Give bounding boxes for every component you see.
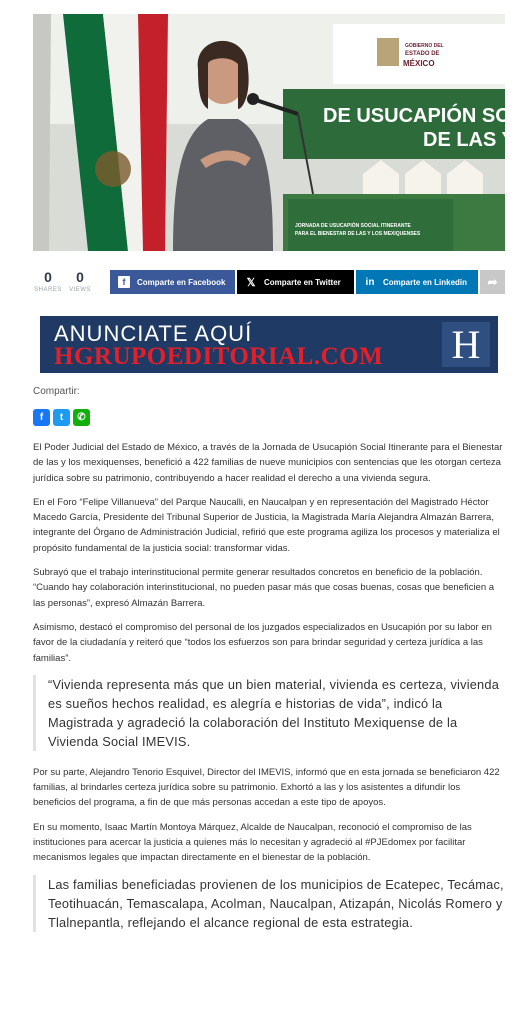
hero-sign-text-2: DE LAS Y bbox=[423, 129, 515, 151]
article-paragraph: Por su parte, Alejandro Tenorio Esquivel, Director del IMEVIS, informó que en esta jornada se beneficiaron 422 familias, al brindarles certeza jurídica sobre su patrimonio. Exhortó a las y los asistentes a difundir los beneficios del programa, a fin de que más personas accedan a este tipo de apoyos. bbox=[33, 766, 500, 809]
facebook-icon[interactable]: f bbox=[33, 409, 50, 426]
share-linkedin-button[interactable] bbox=[356, 270, 478, 294]
banner-top-text: ANUNCIATE AQUÍ bbox=[54, 321, 253, 346]
article-paragraph: El Poder Judicial del Estado de México, a través de la Jornada de Usucapión Social Itinerante para el Bienestar de las y los mexiquenses, benefició a 422 familias de nueve municipios con sentencias que les otorgan certeza jurídica sobre su patrimonio, contribuyendo a hacer realidad el derecho a una vivienda segura. bbox=[33, 442, 503, 484]
quote-text: “Vivienda representa más que un bien material, vivienda es certeza, vivienda es sueños hechos realidad, es alegría e historias de vida”, indicó la Magistrada y agradeció la colaboración del Instituto Mexiquense de la Vivienda Social IMEVIS. bbox=[48, 676, 500, 749]
blockquote bbox=[33, 675, 505, 751]
social-share-icons bbox=[33, 409, 90, 426]
compartir-label: Compartir: bbox=[33, 386, 80, 397]
shares-label: SHARES bbox=[34, 287, 62, 293]
shares-count: 0 bbox=[44, 269, 52, 285]
gov-logo-text-1: GOBIERNO DEL bbox=[405, 43, 444, 49]
blockquote bbox=[33, 875, 505, 932]
gov-logo-text-2: ESTADO DE bbox=[405, 51, 440, 57]
article-paragraph: Subrayó que el trabajo interinstitucional permite generar resultados concretos en beneficio de la población. “Cuando hay colaboración interinstitucional, no pueden pasar más que cosas buenas, cosas que beneficien a las personas”, expresó Almazán Barrera. bbox=[33, 567, 495, 609]
share-linkedin-label: Comparte en Linkedin bbox=[383, 277, 468, 287]
banner-logo: H bbox=[442, 322, 490, 367]
quote-text: Las familias beneficiadas provienen de los municipios de Ecatepec, Tecámac, Teotihuacán, Temascalapa, Acolman, Naucalpan, Atizapán, Nicolás Romero y Tlalnepantla, reflejando el alcance regional de esta estrategia. bbox=[48, 876, 504, 930]
article-body bbox=[33, 440, 505, 946]
share-twitter-label: Comparte en Twitter bbox=[264, 277, 341, 287]
article-paragraph: En su momento, Isaac Martín Montoya Márquez, Alcalde de Naucalpan, reconoció el compromiso de las instituciones para acercar la justicia a quienes más lo necesitan y agradeció al #PJEdomex por facilitar mecanismos legales que impactan directamente en el bienestar de la población. bbox=[33, 821, 472, 864]
podium-text-2: PARA EL BIENESTAR DE LAS Y LOS MEXIQUENSES bbox=[295, 231, 421, 237]
advertise-banner[interactable] bbox=[40, 316, 498, 373]
article-paragraph: Asimismo, destacó el compromiso del personal de los juzgados especializados en Usucapión por su labor en favor de la ciudadanía y reiteró que “todos los esfuerzos son para brindar seguridad y certeza jurídica a las familias”. bbox=[33, 621, 492, 664]
facebook-icon: f bbox=[118, 276, 130, 288]
views-counter bbox=[65, 270, 95, 293]
share-more-button[interactable] bbox=[480, 270, 505, 294]
twitter-icon[interactable]: t bbox=[53, 409, 70, 426]
views-label: VIEWS bbox=[69, 287, 91, 293]
views-count: 0 bbox=[76, 269, 84, 285]
share-bar bbox=[33, 270, 505, 294]
whatsapp-icon[interactable]: ✆ bbox=[73, 409, 90, 426]
shares-counter bbox=[33, 270, 63, 293]
gov-logo-text-3: MÉXICO bbox=[403, 59, 435, 68]
linkedin-icon: in bbox=[365, 276, 375, 288]
share-facebook-label: Comparte en Facebook bbox=[137, 277, 226, 287]
hero-sign-text-1: DE USUCAPIÓN SO bbox=[323, 105, 511, 127]
share-twitter-button[interactable] bbox=[237, 270, 354, 294]
podium-text-1: JORNADA DE USUCAPIÓN SOCIAL ITINERANTE bbox=[295, 223, 411, 229]
article-paragraph: En el Foro “Felipe Villanueva” del Parque Naucalli, en Naucalpan y en representación del Magistrado Héctor Macedo García, Presidente del Tribunal Superior de Justicia, la Magistrada María Alejandra Almazán Barrera, integrante del Órgano de Administración Judicial, refirió que este programa agiliza los procesos y materializa el propósito fundamental de la justicia social: transformar vidas. bbox=[33, 496, 500, 554]
share-facebook-button[interactable] bbox=[110, 270, 235, 294]
x-icon: 𝕏 bbox=[246, 276, 256, 289]
hero-image bbox=[33, 14, 515, 251]
share-arrow-icon: ➦ bbox=[487, 275, 498, 289]
banner-bottom-text: HGRUPOEDITORIAL.COM bbox=[54, 343, 384, 370]
